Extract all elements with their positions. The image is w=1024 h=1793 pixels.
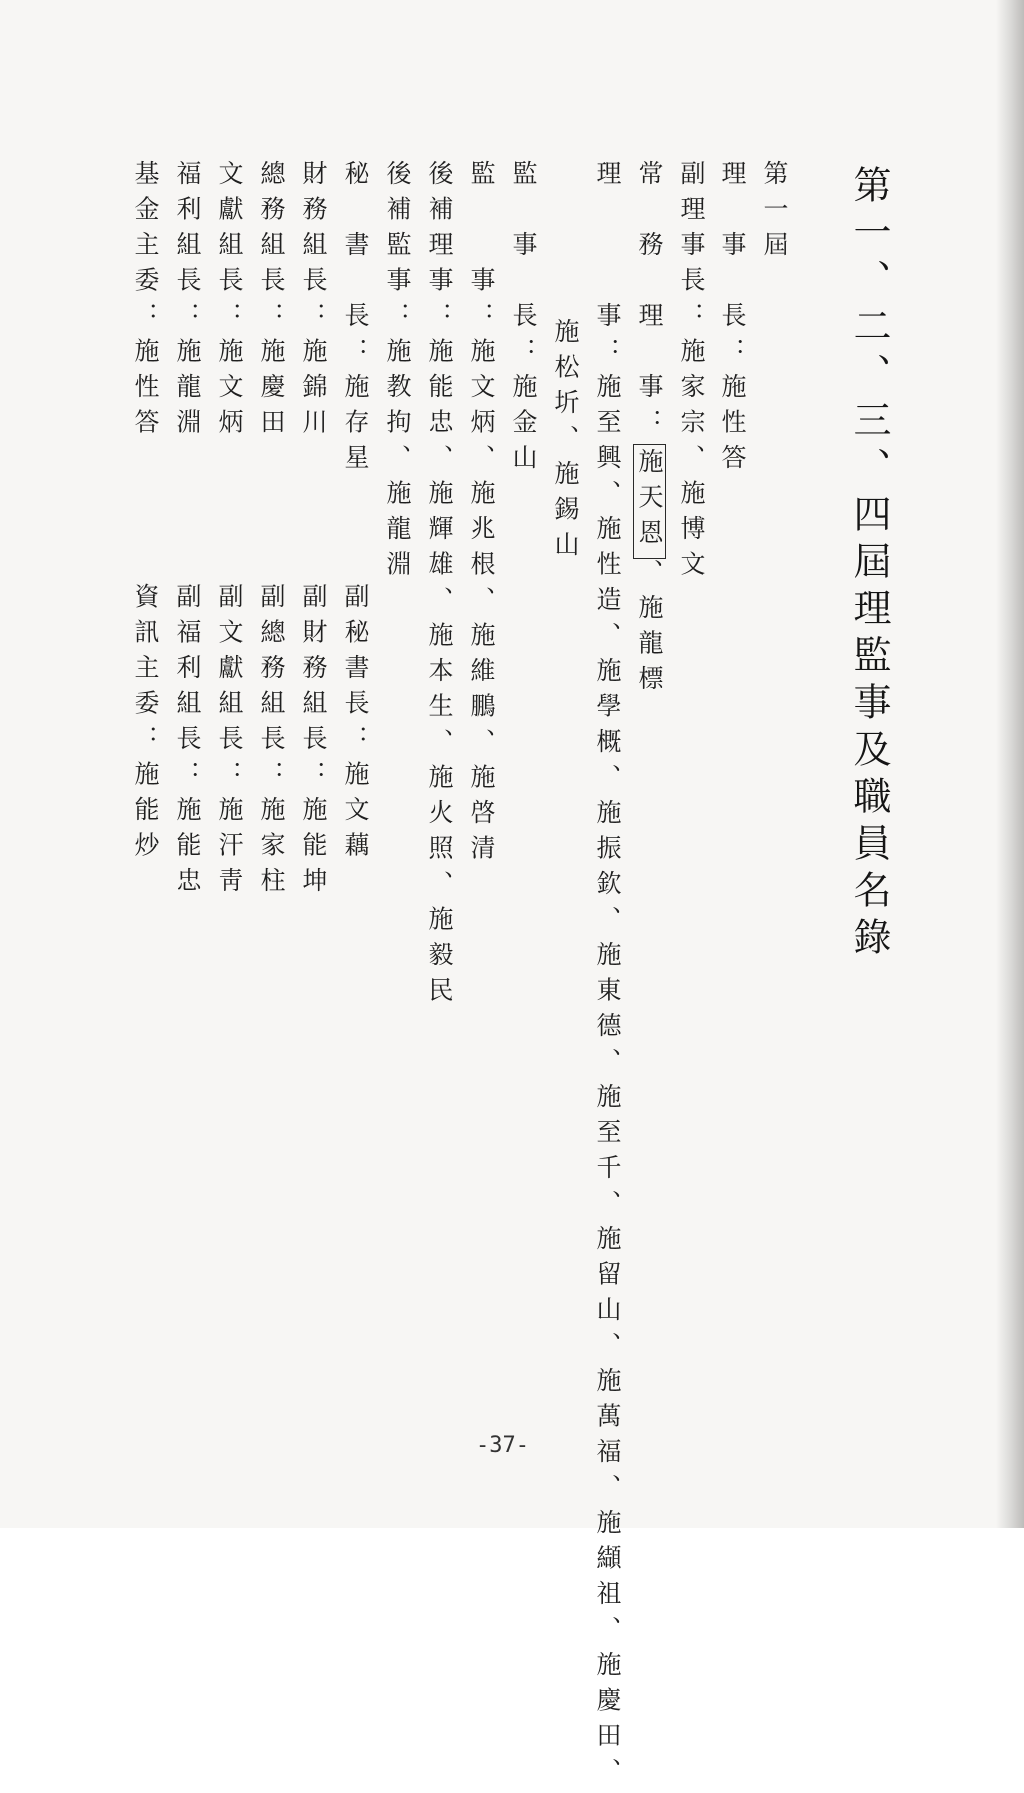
standing-label: 常 務 理 事： — [635, 160, 664, 444]
row-finance: 財務組長：施錦川 — [299, 160, 328, 444]
session-label: 第一屆 — [760, 160, 789, 267]
row-info: 資訊主委：施能炒 — [131, 583, 160, 867]
row-fund: 基金主委：施性答 — [131, 160, 160, 444]
page-edge-shadow — [996, 0, 1024, 1528]
row-documents: 文獻組長：施文炳 — [215, 160, 244, 444]
row-vice-welfare: 副福利組長：施能忠 — [173, 583, 202, 903]
row-secretary: 秘 書 長：施存星 — [341, 160, 370, 480]
boxed-name: 施天恩 — [633, 444, 666, 559]
row-supervisors: 監 事：施文炳、施兆根、施維鵬、施啓清 — [467, 160, 496, 870]
page-number: -37- — [476, 1433, 529, 1458]
row-chairman: 理 事 長：施性答 — [718, 160, 747, 480]
standing-rest: 、施龍標 — [635, 558, 664, 701]
row-alt-supervisors: 後補監事：施教拘、施龍淵 — [383, 160, 412, 586]
row-vice-chairman: 副理事長：施家宗、施博文 — [677, 160, 706, 586]
row-standing-directors — [637, 160, 662, 701]
row-directors: 理 事：施至興、施性造、施學概、施振欽、施東德、施至千、施留山、施萬福、施纈祖、施慶田、 — [593, 160, 622, 1793]
row-welfare: 福利組長：施龍淵 — [173, 160, 202, 444]
row-chief-supervisor: 監 事 長：施金山 — [509, 160, 538, 480]
row-vice-documents: 副文獻組長：施汗靑 — [215, 583, 244, 903]
row-vice-secretary: 副秘書長：施文藕 — [341, 583, 370, 867]
row-alt-directors: 後補理事：施能忠、施輝雄、施本生、施火照、施毅民 — [425, 160, 454, 1012]
row-vice-general: 副總務組長：施家柱 — [257, 583, 286, 903]
row-vice-finance: 副財務組長：施能坤 — [299, 583, 328, 903]
row-directors-cont: 施松圻、施錫山 — [551, 318, 580, 567]
row-general-affairs: 總務組長：施慶田 — [257, 160, 286, 444]
page-title: 第一、二、三、四屆理監事及職員名錄 — [847, 165, 891, 964]
